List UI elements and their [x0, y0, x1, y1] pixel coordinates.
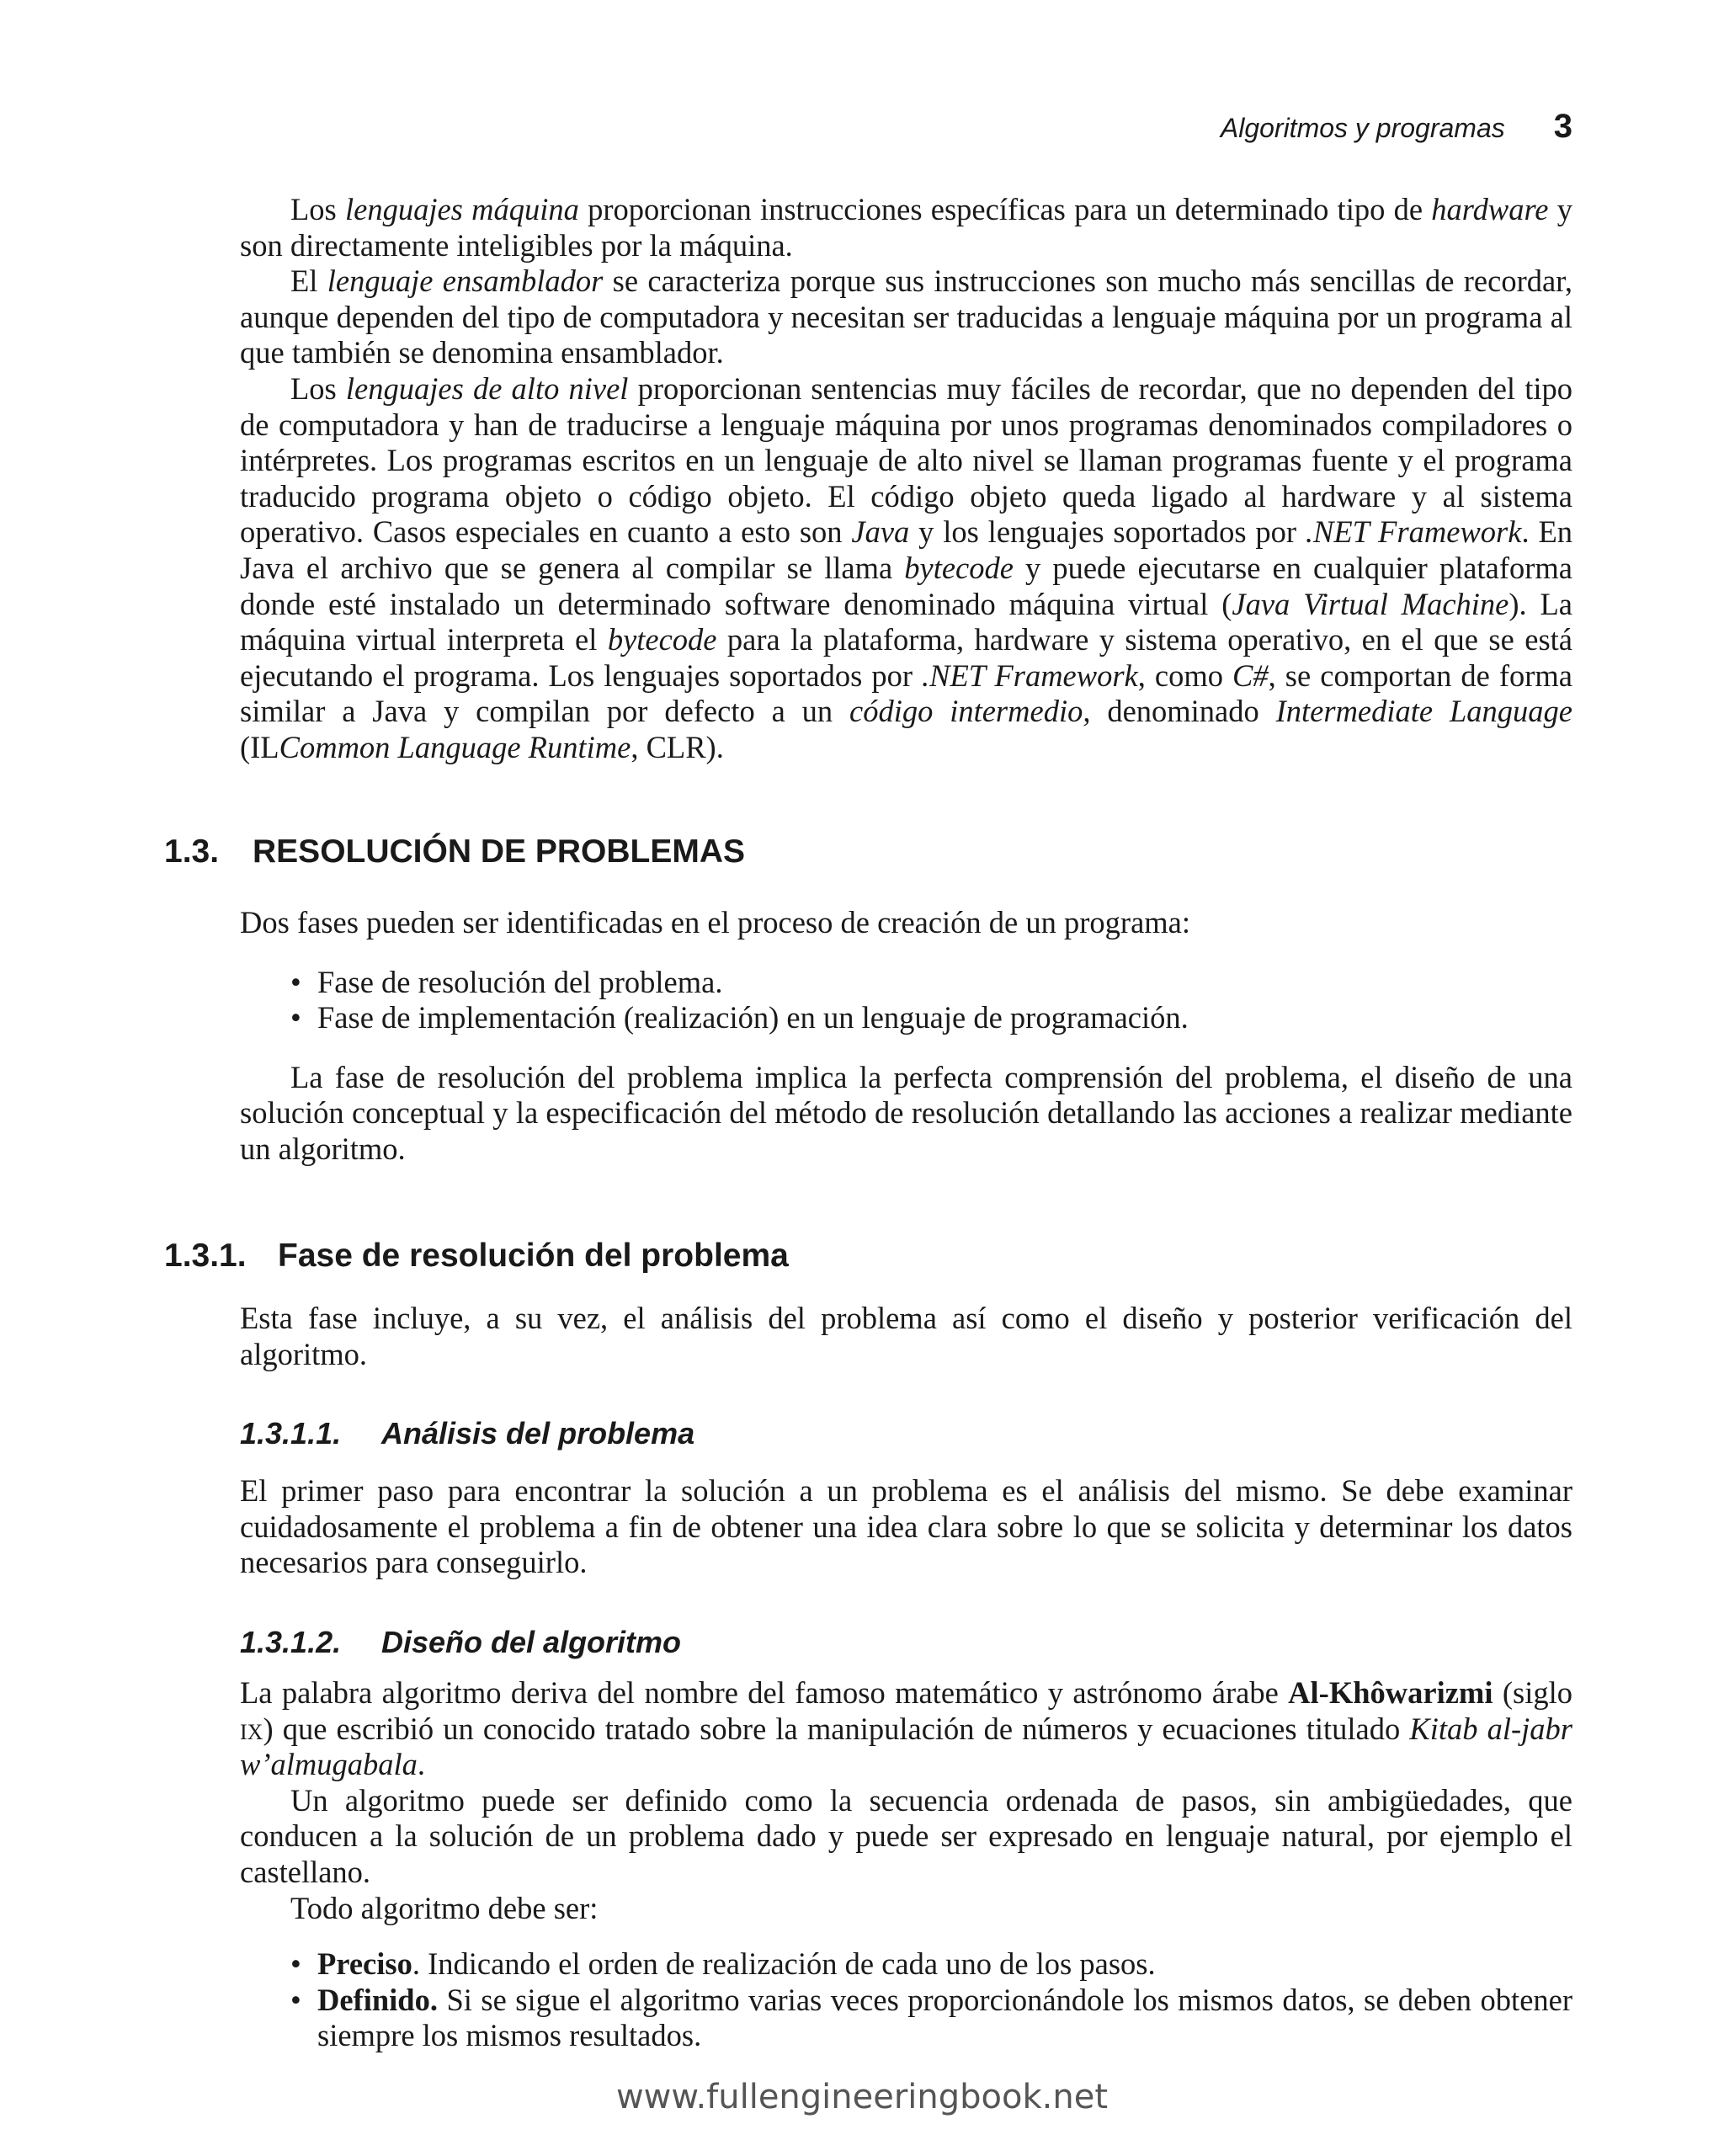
section-heading-1-3-1-1: 1.3.1.1. Análisis del problema: [240, 1416, 695, 1451]
paragraph-algoritmo-origen: La palabra algoritmo deriva del nombre del famoso matemático y astrónomo árabe Al-Khôwarizmi (siglo ix) que escribió un conocido tratado sobre la manipulación de números y ecuaciones titulado Kitab al-jabr w’almugabala.: [240, 1675, 1572, 1782]
section-1-3-body: [240, 905, 1572, 1168]
page-number: 3: [1553, 108, 1572, 145]
paragraph-lenguajes-maquina: Los lenguajes máquina proporcionan instrucciones específicas para un determinado tipo de hardware y son directamente inteligibles por la máquina.: [240, 192, 1573, 263]
paragraph-lenguaje-ensamblador: El lenguaje ensamblador se caracteriza porque sus instrucciones son mucho más sencillas de recordar, aunque dependen del tipo de computadora y necesitan ser traducidas a lenguaje máquina por un programa al que también se denomina ensamblador.: [240, 264, 1572, 370]
list-item: • Definido. Si se sigue el algoritmo varias veces proporcionándole los mismos datos, se deben obtener siempre los mismos resultados.: [290, 1982, 1572, 2053]
section-1-3-1-1-paragraph: El primer paso para encontrar la solución a un problema es el análisis del mismo. Se debe examinar cuidadosamente el problema a fin de obtener una idea clara sobre lo que se solicita y determinar los datos necesarios para conseguirlo.: [240, 1473, 1572, 1580]
section-1-3-1-body: [240, 1301, 1572, 1372]
paragraph-algoritmo-definicion: Un algoritmo puede ser definido como la secuencia ordenada de pasos, sin ambigüedades, que conducen a la solución de un problema dado y puede ser expresado en lenguaje natural, por ejemplo el castellano.: [240, 1782, 1572, 1889]
running-title: Algoritmos y programas: [1220, 113, 1505, 143]
section-1-3-1-paragraph: Esta fase incluye, a su vez, el análisis del problema así como el diseño y posterior verificación del algoritmo.: [240, 1301, 1572, 1371]
section-1-3-paragraph: La fase de resolución del problema implica la perfecta comprensión del problema, el diseño de una solución conceptual y la especificación del método de resolución detallando las acciones a realizar mediante un algoritmo.: [240, 1059, 1572, 1166]
section-1-3-1-1-body: [240, 1473, 1572, 1581]
section-heading-1-3-1: 1.3.1. Fase de resolución del problema: [164, 1238, 789, 1274]
section-heading-1-3: 1.3. RESOLUCIÓN DE PROBLEMAS: [164, 833, 746, 870]
list-item: • Fase de implementación (realización) en un lenguaje de programación.: [290, 1000, 1189, 1035]
paragraph-lenguajes-alto-nivel: Los lenguajes de alto nivel proporcionan sentencias muy fáciles de recordar, que no dependen del tipo de computadora y han de traducirse a lenguaje máquina por unos programas denominados compiladores o intérpretes. Los programas escritos en un lenguaje de alto nivel se llaman programas fuente y el programa traducido programa objeto o código objeto. El código objeto queda ligado al hardware y al sistema operativo. Casos especiales en cuanto a esto son Java y los lenguajes soportados por .NET Framework. En Java el archivo que se genera al compilar se llama bytecode y puede ejecutarse en cualquier plataforma donde esté instalado un determinado software denominado máquina virtual (Java Virtual Machine). La máquina virtual interpreta el bytecode para la plataforma, hardware y sistema operativo, en el que se está ejecutando el programa. Los lenguajes soportados por .NET Framework, como C#, se comportan de forma similar a Java y compilan por defecto a un código intermedio, denominado Intermediate Language (ILCommon Language Runtime, CLR).: [240, 370, 1572, 764]
section-heading-1-3-1-2: 1.3.1.2. Diseño del algoritmo: [240, 1625, 682, 1659]
section-1-3-intro: Dos fases pueden ser identificadas en el proceso de creación de un programa:: [240, 905, 1191, 940]
section-1-3-1-2-body: [240, 1675, 1572, 2054]
running-head: [1221, 108, 1572, 150]
intro-paragraphs: [240, 192, 1572, 766]
paragraph-todo-algoritmo: Todo algoritmo debe ser:: [290, 1890, 599, 1925]
list-item: • Preciso. Indicando el orden de realización de cada uno de los pasos.: [290, 1946, 1156, 1982]
list-item: • Fase de resolución del problema.: [290, 964, 723, 999]
phases-list: [240, 965, 1572, 1036]
algorithm-properties-list: [240, 1946, 1572, 2054]
watermark-url: www.fullengineeringbook.net: [615, 2078, 1109, 2116]
